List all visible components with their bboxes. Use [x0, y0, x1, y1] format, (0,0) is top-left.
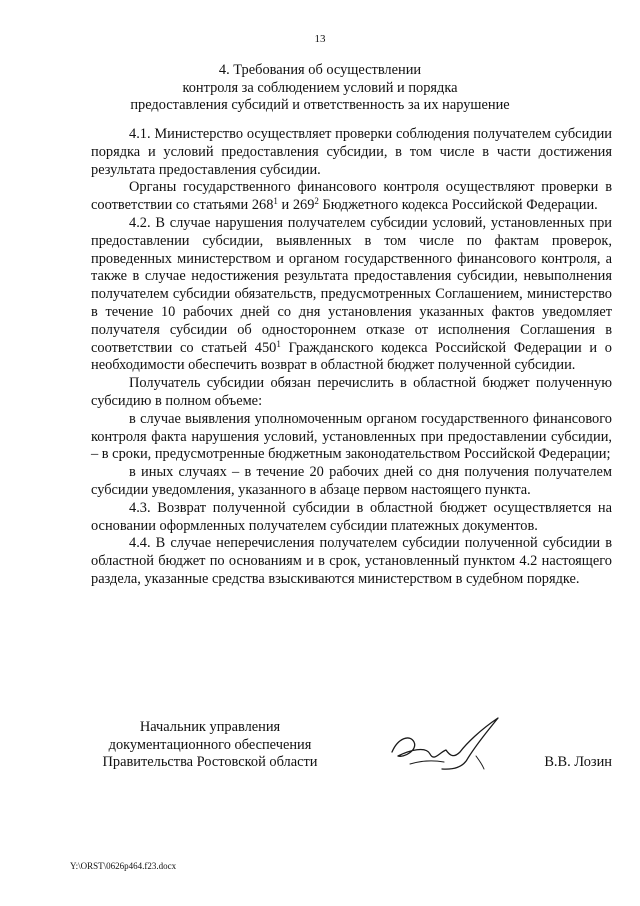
- p2-superscript-1: 1: [273, 196, 278, 207]
- paragraph-4-3: 4.3. Возврат полученной субсидии в областной бюджет осуществляется на основании оформленных получателем субсидии платежных документов.: [91, 499, 612, 534]
- paragraph-4-1: 4.1. Министерство осуществляет проверки соблюдения получателем субсидии порядка и условий предоставления субсидии, в том числе в части достижения результата предоставления субсидии.: [91, 126, 612, 178]
- paragraph-4-4: 4.4. В случае неперечисления получателем субсидии полученной субсидии в областной бюджет по основаниям и в срок, установленный пунктом 4.2 настоящего раздела, указанные средства взыскиваются министерством в судебном порядке.: [91, 535, 612, 587]
- file-path-footer: Y:\ORST\0626p464.f23.docx: [70, 861, 177, 871]
- p2-text-c: Бюджетного кодекса Российской Федерации.: [318, 197, 598, 214]
- p3-superscript: 1: [276, 338, 281, 349]
- heading-line-1: 4. Требования об осуществлении: [218, 62, 422, 78]
- p2-text-b: и 269: [277, 197, 315, 214]
- paragraph-refund-obligation: Получатель субсидии обязан перечислить в областной бюджет полученную субсидию в полном объеме:: [91, 375, 612, 409]
- signatory-title-line-1: Начальник управления: [139, 719, 281, 735]
- heading-line-2: контроля за соблюдением условий и порядка: [182, 79, 458, 96]
- p2-text-a: Органы государственного финансового контроля осуществляют проверки в соответствии со статьями 268: [91, 179, 612, 214]
- heading-line-3: предоставления субсидий и ответственность за их нарушение: [130, 97, 510, 114]
- p3-text-a: 4.2. В случае нарушения получателем субсидии условий, установленных при предоставлении субсидии, выявленных в том числе по фактам проверок, проведенных министерством и органом государственного финансового контроля, а также в случае недостижения результата предоставления субсидии, невыполнения получателем субсидии обязательств, предусмотренных Соглашением, министерство в течение 10 рабочих дней со дня установления указанных фактов уведомляет получателя субсидии об одностороннем отказе от исполнения Соглашения в соответствии со статьей 450: [91, 214, 612, 356]
- signatory-name: В.В. Лозин: [544, 754, 612, 770]
- paragraph-case-other: в иных случаях – в течение 20 рабочих дней со дня получения получателем субсидии уведомления, указанного в абзаце первом настоящего пункта.: [91, 464, 612, 498]
- signatory-title-line-3: Правительства Ростовской области: [102, 754, 318, 771]
- p2-superscript-2: 2: [314, 196, 319, 207]
- paragraph-case-violation: в случае выявления уполномоченным органом государственного финансового контроля факта нарушения условий, установленных при предоставлении субсидии, – в сроки, предусмотренные бюджетным законодательством Российской Федерации;: [91, 410, 612, 463]
- section-heading: [0, 62, 640, 115]
- signatory-title-line-2: документационного обеспечения: [108, 736, 312, 753]
- paragraph-4-2: [91, 215, 612, 375]
- document-body: [91, 126, 612, 589]
- page-number: 13: [314, 33, 326, 45]
- p3-text-b: Гражданского кодекса Российской Федерации и о необходимости обеспечить возврат в областной бюджет полученной субсидии.: [91, 339, 612, 374]
- signatory-position: [80, 719, 340, 772]
- paragraph-financial-control: [91, 179, 612, 215]
